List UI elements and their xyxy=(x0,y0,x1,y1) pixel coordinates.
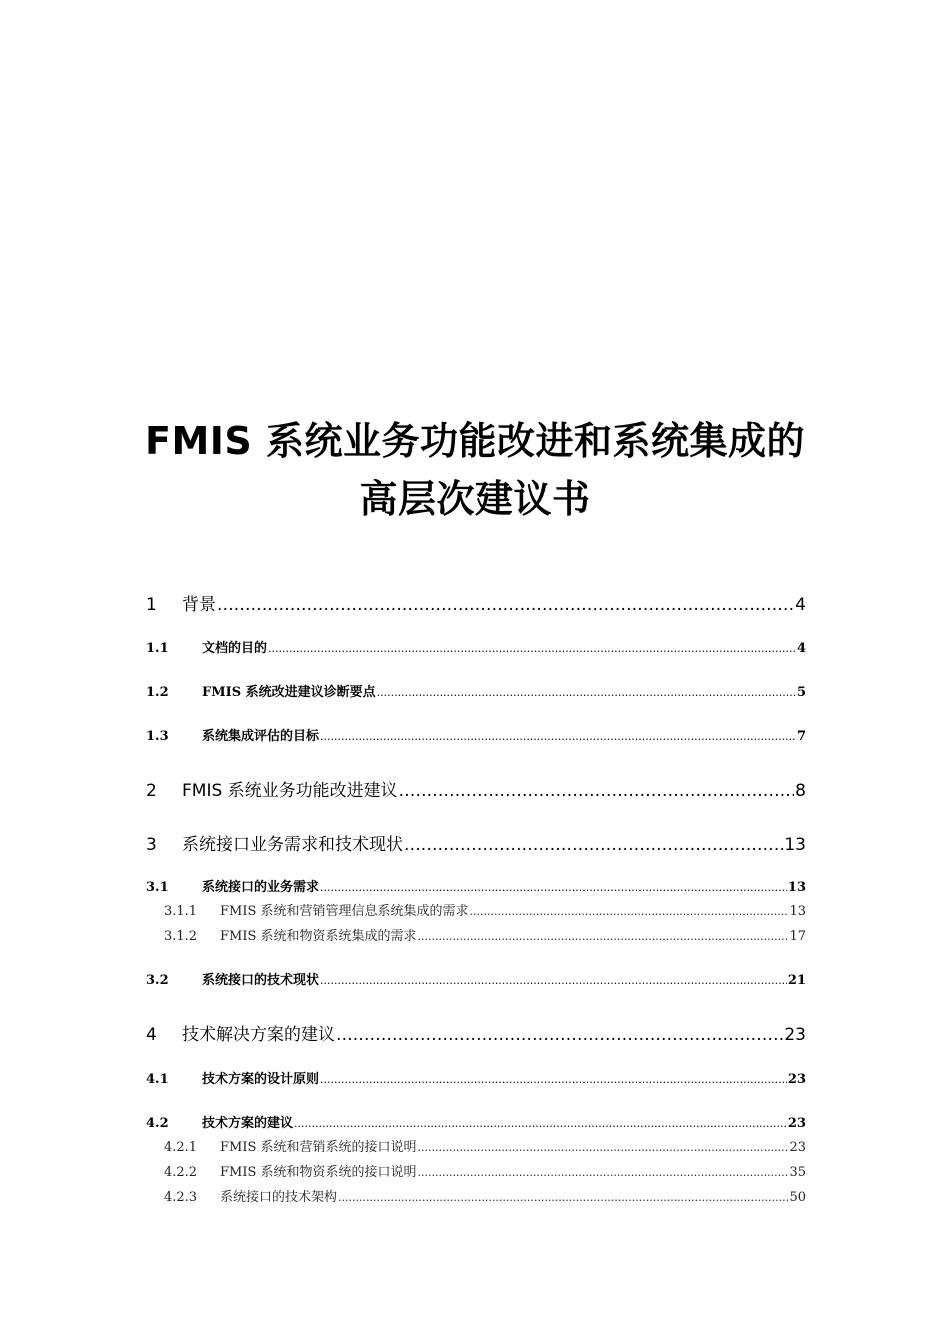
toc-entry-number: 4.2.2 xyxy=(164,1165,198,1180)
toc-entry-label: FMIS 系统业务功能改进建议 xyxy=(182,781,398,801)
toc-entry-label: 背景 xyxy=(182,595,216,615)
toc-entry-2[interactable] xyxy=(146,776,806,801)
toc-entry-page: 23 xyxy=(787,1116,806,1131)
toc-entry-3[interactable] xyxy=(146,830,806,855)
toc-entry-label: 系统接口业务需求和技术现状 xyxy=(182,835,403,855)
toc-entry-number: 4.2 xyxy=(146,1116,169,1131)
toc-entry-4-2-1[interactable] xyxy=(164,1136,806,1155)
toc-entry-page: 50 xyxy=(789,1190,806,1205)
toc-entry-page: 13 xyxy=(784,835,806,855)
toc-entry-number: 4.1 xyxy=(146,1072,169,1087)
toc-entry-number: 3.1.1 xyxy=(164,904,198,919)
toc-entry-1-2[interactable] xyxy=(146,681,806,700)
toc-entry-number: 3 xyxy=(146,835,157,855)
toc-entry-4-2[interactable] xyxy=(146,1112,806,1131)
toc-entry-number: 3.1.2 xyxy=(164,929,198,944)
document-title-line-2: 高层次建议书 xyxy=(359,477,591,521)
toc-leader-dots xyxy=(470,905,789,918)
toc-leader-dots xyxy=(338,1191,788,1204)
toc-entry-1-3[interactable] xyxy=(146,725,806,744)
toc-entry-number: 1.2 xyxy=(146,685,169,700)
toc-entry-4[interactable] xyxy=(146,1020,806,1045)
toc-entry-3-2[interactable] xyxy=(146,969,806,988)
toc-entry-label: 系统接口的业务需求 xyxy=(202,880,320,895)
toc-leader-dots xyxy=(294,1117,787,1130)
toc-entry-number: 2 xyxy=(146,781,157,801)
toc-entry-page: 23 xyxy=(784,1025,806,1045)
toc-entry-label: 技术方案的建议 xyxy=(202,1116,294,1131)
toc-entry-number: 1.1 xyxy=(146,641,169,656)
toc-entry-label: 技术方案的设计原则 xyxy=(202,1072,320,1087)
toc-entry-number: 3.2 xyxy=(146,973,169,988)
document-title-line-1: FMIS 系统业务功能改进和系统集成的 xyxy=(144,419,805,463)
toc-entry-label: 文档的目的 xyxy=(202,641,268,656)
toc-leader-dots xyxy=(377,686,796,699)
toc-entry-label: FMIS 系统和营销管理信息系统集成的需求 xyxy=(220,904,469,919)
toc-entry-number: 4 xyxy=(146,1025,157,1045)
toc-entry-label: FMIS 系统改进建议诊断要点 xyxy=(202,685,376,700)
toc-entry-3-1[interactable] xyxy=(146,876,806,895)
toc-entry-number: 4.2.1 xyxy=(164,1140,198,1155)
toc-leader-dots xyxy=(320,974,787,987)
toc-leader-dots xyxy=(320,730,796,743)
toc-entry-label: 技术解决方案的建议 xyxy=(182,1025,335,1045)
toc-entry-page: 23 xyxy=(789,1140,806,1155)
toc-entry-label: FMIS 系统和营销系统的接口说明 xyxy=(220,1140,417,1155)
toc-entry-number: 4.2.3 xyxy=(164,1190,198,1205)
toc-entry-1-1[interactable] xyxy=(146,637,806,656)
toc-entry-4-2-2[interactable] xyxy=(164,1161,806,1180)
toc-entry-page: 4 xyxy=(796,641,806,656)
toc-entry-page: 13 xyxy=(787,880,806,895)
toc-entry-page: 35 xyxy=(789,1165,806,1180)
document-title xyxy=(0,412,950,528)
toc-entry-1[interactable] xyxy=(146,590,806,615)
toc-leader-dots xyxy=(418,1166,789,1179)
toc-leader-dots xyxy=(336,1025,783,1045)
toc-entry-page: 21 xyxy=(787,973,806,988)
toc-entry-label: FMIS 系统和物资系统的接口说明 xyxy=(220,1165,417,1180)
toc-leader-dots xyxy=(268,642,796,655)
toc-entry-page: 13 xyxy=(789,904,806,919)
toc-entry-page: 5 xyxy=(796,685,806,700)
toc-entry-page: 7 xyxy=(796,729,806,744)
toc-entry-label: 系统接口的技术架构 xyxy=(220,1190,338,1205)
toc-entry-number: 1 xyxy=(146,595,157,615)
toc-entry-number: 3.1 xyxy=(146,880,169,895)
toc-leader-dots xyxy=(404,835,783,855)
toc-entry-page: 8 xyxy=(795,781,806,801)
toc-entry-page: 4 xyxy=(795,595,806,615)
toc-entry-3-1-2[interactable] xyxy=(164,925,806,944)
toc-entry-label: 系统接口的技术现状 xyxy=(202,973,320,988)
toc-leader-dots xyxy=(217,595,794,615)
toc-entry-page: 23 xyxy=(787,1072,806,1087)
toc-entry-3-1-1[interactable] xyxy=(164,900,806,919)
toc-entry-label: 系统集成评估的目标 xyxy=(202,729,320,744)
toc-entry-label: FMIS 系统和物资系统集成的需求 xyxy=(220,929,417,944)
toc-entry-number: 1.3 xyxy=(146,729,169,744)
toc-entry-page: 17 xyxy=(789,929,806,944)
toc-leader-dots xyxy=(418,1141,789,1154)
toc-entry-4-1[interactable] xyxy=(146,1068,806,1087)
toc-entry-4-2-3[interactable] xyxy=(164,1186,806,1205)
toc-leader-dots xyxy=(399,781,795,801)
toc-leader-dots xyxy=(320,881,787,894)
toc-leader-dots xyxy=(320,1073,787,1086)
toc-leader-dots xyxy=(418,930,789,943)
